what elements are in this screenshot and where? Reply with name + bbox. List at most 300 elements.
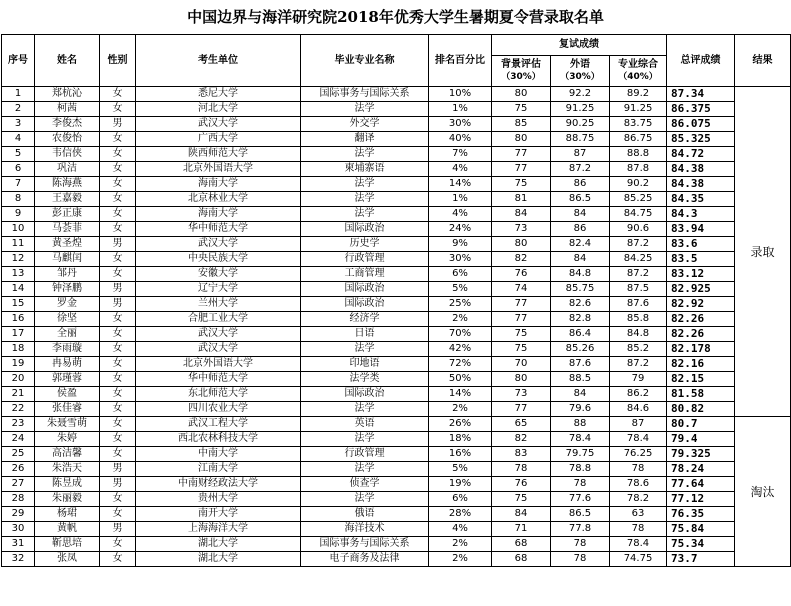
cell-major: 国际事务与国际关系: [301, 87, 429, 102]
cell-total: 83.12: [667, 267, 735, 282]
cell-rank: 18%: [429, 432, 492, 447]
cell-name: 冉易萌: [35, 357, 100, 372]
table-row: [2, 372, 791, 387]
cell-bg: 77: [492, 402, 551, 417]
cell-rank: 9%: [429, 237, 492, 252]
cell-total: 85.325: [667, 132, 735, 147]
cell-name: 朱婷: [35, 432, 100, 447]
cell-bg: 73: [492, 387, 551, 402]
cell-major: 法学: [301, 432, 429, 447]
header-en: [551, 56, 610, 87]
cell-gender: 男: [100, 462, 136, 477]
cell-bg: 75: [492, 342, 551, 357]
cell-name: 罗金: [35, 297, 100, 312]
cell-name: 杨珺: [35, 507, 100, 522]
cell-bg: 77: [492, 162, 551, 177]
cell-idx: 16: [2, 312, 35, 327]
cell-total: 86.075: [667, 117, 735, 132]
cell-total: 83.94: [667, 222, 735, 237]
cell-total: 80.82: [667, 402, 735, 417]
cell-major: 法学: [301, 102, 429, 117]
cell-school: 四川农业大学: [136, 402, 301, 417]
cell-rank: 4%: [429, 207, 492, 222]
cell-name: 彭正康: [35, 207, 100, 222]
cell-en: 79.6: [551, 402, 610, 417]
cell-en: 85.75: [551, 282, 610, 297]
cell-school: 武汉工程大学: [136, 417, 301, 432]
cell-rank: 10%: [429, 87, 492, 102]
cell-school: 辽宁大学: [136, 282, 301, 297]
cell-pro: 85.25: [610, 192, 667, 207]
cell-rank: 30%: [429, 252, 492, 267]
table-row: [2, 252, 791, 267]
cell-rank: 72%: [429, 357, 492, 372]
cell-name: 王嘉毅: [35, 192, 100, 207]
header-school: 考生单位: [136, 35, 301, 87]
cell-name: 马荟菲: [35, 222, 100, 237]
cell-school: 广西大学: [136, 132, 301, 147]
cell-idx: 23: [2, 417, 35, 432]
table-row: [2, 552, 791, 567]
cell-bg: 80: [492, 372, 551, 387]
cell-gender: 女: [100, 342, 136, 357]
cell-rank: 1%: [429, 192, 492, 207]
cell-school: 东北师范大学: [136, 387, 301, 402]
cell-name: 郭瑾蓉: [35, 372, 100, 387]
cell-rank: 70%: [429, 327, 492, 342]
table-row: [2, 387, 791, 402]
cell-total: 83.5: [667, 252, 735, 267]
cell-rank: 42%: [429, 342, 492, 357]
cell-major: 法学: [301, 147, 429, 162]
cell-gender: 女: [100, 162, 136, 177]
cell-en: 78: [551, 477, 610, 492]
cell-pro: 88.8: [610, 147, 667, 162]
cell-idx: 13: [2, 267, 35, 282]
cell-major: 电子商务及法律: [301, 552, 429, 567]
cell-major: 外交学: [301, 117, 429, 132]
cell-en: 86.5: [551, 507, 610, 522]
table-row: [2, 147, 791, 162]
cell-name: 李俊杰: [35, 117, 100, 132]
cell-rank: 26%: [429, 417, 492, 432]
cell-en: 77.6: [551, 492, 610, 507]
cell-en: 84: [551, 207, 610, 222]
cell-total: 73.7: [667, 552, 735, 567]
cell-en: 88.5: [551, 372, 610, 387]
cell-idx: 24: [2, 432, 35, 447]
cell-idx: 32: [2, 552, 35, 567]
cell-total: 76.35: [667, 507, 735, 522]
cell-gender: 女: [100, 417, 136, 432]
cell-pro: 87.8: [610, 162, 667, 177]
header-pro-weight: （40%）: [618, 72, 658, 82]
cell-idx: 4: [2, 132, 35, 147]
cell-rank: 2%: [429, 537, 492, 552]
cell-rank: 19%: [429, 477, 492, 492]
cell-en: 77.8: [551, 522, 610, 537]
cell-total: 77.64: [667, 477, 735, 492]
cell-major: 法学: [301, 492, 429, 507]
table-row: [2, 267, 791, 282]
cell-en: 90.25: [551, 117, 610, 132]
cell-school: 陕西师范大学: [136, 147, 301, 162]
header-bg-weight: （30%）: [501, 72, 541, 82]
cell-pro: 78: [610, 462, 667, 477]
cell-gender: 女: [100, 402, 136, 417]
cell-bg: 80: [492, 87, 551, 102]
cell-major: 英语: [301, 417, 429, 432]
cell-major: 历史学: [301, 237, 429, 252]
cell-total: 84.35: [667, 192, 735, 207]
cell-bg: 78: [492, 462, 551, 477]
result-admit: 录取: [735, 87, 791, 417]
cell-major: 俄语: [301, 507, 429, 522]
cell-school: 中南财经政法大学: [136, 477, 301, 492]
cell-en: 78: [551, 537, 610, 552]
cell-pro: 87: [610, 417, 667, 432]
cell-idx: 1: [2, 87, 35, 102]
cell-en: 79.75: [551, 447, 610, 462]
cell-en: 82.6: [551, 297, 610, 312]
cell-school: 安徽大学: [136, 267, 301, 282]
table-row: [2, 477, 791, 492]
cell-pro: 78.4: [610, 537, 667, 552]
cell-gender: 女: [100, 222, 136, 237]
cell-school: 北京林业大学: [136, 192, 301, 207]
cell-school: 河北大学: [136, 102, 301, 117]
cell-rank: 6%: [429, 267, 492, 282]
cell-idx: 25: [2, 447, 35, 462]
cell-major: 法学: [301, 402, 429, 417]
cell-school: 合肥工业大学: [136, 312, 301, 327]
cell-name: 农俊怡: [35, 132, 100, 147]
cell-pro: 78: [610, 522, 667, 537]
cell-pro: 76.25: [610, 447, 667, 462]
cell-name: 黄帆: [35, 522, 100, 537]
header-gender: 性别: [100, 35, 136, 87]
cell-idx: 2: [2, 102, 35, 117]
cell-rank: 2%: [429, 402, 492, 417]
cell-idx: 18: [2, 342, 35, 357]
cell-gender: 女: [100, 192, 136, 207]
cell-bg: 75: [492, 177, 551, 192]
cell-bg: 76: [492, 267, 551, 282]
cell-name: 钟泽鹏: [35, 282, 100, 297]
cell-bg: 70: [492, 357, 551, 372]
cell-name: 朱浩天: [35, 462, 100, 477]
cell-en: 78.4: [551, 432, 610, 447]
cell-idx: 6: [2, 162, 35, 177]
page-title: 中国边界与海洋研究院2018年优秀大学生暑期夏令营录取名单: [187, 8, 604, 26]
cell-en: 86: [551, 222, 610, 237]
cell-total: 82.92: [667, 297, 735, 312]
header-total: 总评成绩: [667, 35, 735, 87]
cell-gender: 女: [100, 447, 136, 462]
cell-total: 84.72: [667, 147, 735, 162]
cell-idx: 12: [2, 252, 35, 267]
header-idx: 序号: [2, 35, 35, 87]
table-row: [2, 237, 791, 252]
cell-bg: 82: [492, 252, 551, 267]
cell-rank: 1%: [429, 102, 492, 117]
cell-school: 北京外国语大学: [136, 357, 301, 372]
header-result: 结果: [735, 35, 791, 87]
cell-en: 87.2: [551, 162, 610, 177]
cell-rank: 4%: [429, 522, 492, 537]
cell-total: 82.26: [667, 312, 735, 327]
cell-school: 武汉大学: [136, 117, 301, 132]
cell-gender: 男: [100, 282, 136, 297]
cell-en: 82.8: [551, 312, 610, 327]
cell-rank: 5%: [429, 462, 492, 477]
cell-bg: 80: [492, 237, 551, 252]
cell-en: 78.8: [551, 462, 610, 477]
cell-pro: 87.2: [610, 267, 667, 282]
cell-gender: 男: [100, 117, 136, 132]
cell-idx: 17: [2, 327, 35, 342]
cell-major: 法学: [301, 342, 429, 357]
cell-name: 陈昱成: [35, 477, 100, 492]
cell-major: 法学: [301, 177, 429, 192]
cell-major: 法学: [301, 462, 429, 477]
cell-gender: 女: [100, 357, 136, 372]
cell-idx: 10: [2, 222, 35, 237]
cell-school: 华中师范大学: [136, 222, 301, 237]
table-row: [2, 222, 791, 237]
cell-gender: 女: [100, 252, 136, 267]
cell-total: 77.12: [667, 492, 735, 507]
table-row: [2, 132, 791, 147]
cell-school: 海南大学: [136, 177, 301, 192]
cell-total: 82.16: [667, 357, 735, 372]
cell-pro: 78.4: [610, 432, 667, 447]
cell-bg: 77: [492, 147, 551, 162]
cell-name: 郑杭沁: [35, 87, 100, 102]
cell-gender: 女: [100, 177, 136, 192]
cell-name: 张凤: [35, 552, 100, 567]
cell-bg: 82: [492, 432, 551, 447]
cell-rank: 50%: [429, 372, 492, 387]
cell-gender: 女: [100, 102, 136, 117]
table-row: [2, 462, 791, 477]
cell-name: 李雨璇: [35, 342, 100, 357]
cell-idx: 26: [2, 462, 35, 477]
cell-gender: 女: [100, 537, 136, 552]
cell-pro: 86.75: [610, 132, 667, 147]
cell-total: 87.34: [667, 87, 735, 102]
cell-pro: 84.25: [610, 252, 667, 267]
cell-pro: 87.5: [610, 282, 667, 297]
cell-major: 法学: [301, 192, 429, 207]
cell-idx: 27: [2, 477, 35, 492]
cell-rank: 24%: [429, 222, 492, 237]
cell-gender: 女: [100, 312, 136, 327]
cell-school: 中央民族大学: [136, 252, 301, 267]
cell-idx: 19: [2, 357, 35, 372]
cell-school: 湖北大学: [136, 537, 301, 552]
cell-major: 国际政治: [301, 297, 429, 312]
cell-total: 79.4: [667, 432, 735, 447]
header-retest: 复试成绩: [492, 35, 667, 56]
cell-gender: 女: [100, 327, 136, 342]
cell-name: 巩洁: [35, 162, 100, 177]
cell-en: 85.26: [551, 342, 610, 357]
cell-rank: 5%: [429, 282, 492, 297]
cell-pro: 87.6: [610, 297, 667, 312]
cell-school: 北京外国语大学: [136, 162, 301, 177]
cell-major: 侦查学: [301, 477, 429, 492]
cell-gender: 男: [100, 477, 136, 492]
cell-bg: 68: [492, 552, 551, 567]
cell-school: 贵州大学: [136, 492, 301, 507]
cell-bg: 75: [492, 327, 551, 342]
cell-bg: 84: [492, 207, 551, 222]
cell-pro: 83.75: [610, 117, 667, 132]
cell-idx: 15: [2, 297, 35, 312]
cell-major: 行政管理: [301, 447, 429, 462]
cell-en: 88.75: [551, 132, 610, 147]
cell-gender: 女: [100, 432, 136, 447]
cell-major: 工商管理: [301, 267, 429, 282]
cell-total: 78.24: [667, 462, 735, 477]
cell-pro: 90.6: [610, 222, 667, 237]
cell-total: 82.925: [667, 282, 735, 297]
cell-idx: 3: [2, 117, 35, 132]
cell-bg: 80: [492, 132, 551, 147]
table-row: [2, 522, 791, 537]
cell-gender: 女: [100, 207, 136, 222]
cell-en: 84: [551, 252, 610, 267]
cell-rank: 7%: [429, 147, 492, 162]
cell-en: 91.25: [551, 102, 610, 117]
cell-school: 武汉大学: [136, 327, 301, 342]
cell-gender: 女: [100, 492, 136, 507]
cell-rank: 16%: [429, 447, 492, 462]
header-major: 毕业专业名称: [301, 35, 429, 87]
cell-bg: 77: [492, 312, 551, 327]
cell-total: 79.325: [667, 447, 735, 462]
cell-pro: 84.6: [610, 402, 667, 417]
cell-gender: 女: [100, 372, 136, 387]
cell-total: 82.178: [667, 342, 735, 357]
cell-idx: 5: [2, 147, 35, 162]
cell-major: 国际事务与国际关系: [301, 537, 429, 552]
cell-major: 柬埔寨语: [301, 162, 429, 177]
cell-pro: 87.2: [610, 357, 667, 372]
cell-major: 海洋技术: [301, 522, 429, 537]
table-row: [2, 417, 791, 432]
header-pro: [610, 56, 667, 87]
cell-en: 86: [551, 177, 610, 192]
cell-bg: 83: [492, 447, 551, 462]
cell-major: 国际政治: [301, 387, 429, 402]
cell-pro: 63: [610, 507, 667, 522]
cell-en: 87.6: [551, 357, 610, 372]
cell-en: 92.2: [551, 87, 610, 102]
cell-en: 84: [551, 387, 610, 402]
cell-total: 84.3: [667, 207, 735, 222]
cell-pro: 84.8: [610, 327, 667, 342]
header-name: 姓名: [35, 35, 100, 87]
table-row: [2, 357, 791, 372]
cell-bg: 85: [492, 117, 551, 132]
cell-name: 朱丽毅: [35, 492, 100, 507]
cell-major: 法学: [301, 207, 429, 222]
cell-idx: 8: [2, 192, 35, 207]
cell-total: 84.38: [667, 162, 735, 177]
cell-pro: 85.8: [610, 312, 667, 327]
cell-total: 81.58: [667, 387, 735, 402]
cell-rank: 6%: [429, 492, 492, 507]
cell-name: 全丽: [35, 327, 100, 342]
cell-school: 兰州大学: [136, 297, 301, 312]
cell-rank: 40%: [429, 132, 492, 147]
cell-pro: 90.2: [610, 177, 667, 192]
cell-major: 经济学: [301, 312, 429, 327]
cell-name: 张佳睿: [35, 402, 100, 417]
cell-bg: 65: [492, 417, 551, 432]
cell-school: 江南大学: [136, 462, 301, 477]
cell-idx: 20: [2, 372, 35, 387]
cell-idx: 21: [2, 387, 35, 402]
cell-rank: 4%: [429, 162, 492, 177]
cell-rank: 2%: [429, 312, 492, 327]
cell-name: 侯盈: [35, 387, 100, 402]
cell-pro: 87.2: [610, 237, 667, 252]
cell-idx: 9: [2, 207, 35, 222]
cell-en: 78: [551, 552, 610, 567]
table-row: [2, 102, 791, 117]
cell-school: 悉尼大学: [136, 87, 301, 102]
cell-rank: 28%: [429, 507, 492, 522]
table-body: [2, 87, 791, 567]
cell-bg: 84: [492, 507, 551, 522]
result-eliminate: 淘汰: [735, 417, 791, 567]
header-pro-label: 专业综合: [618, 59, 659, 70]
cell-name: 马麒闰: [35, 252, 100, 267]
table-row: [2, 117, 791, 132]
cell-bg: 75: [492, 102, 551, 117]
table-row: [2, 327, 791, 342]
cell-gender: 女: [100, 552, 136, 567]
cell-bg: 75: [492, 492, 551, 507]
cell-name: 高洁馨: [35, 447, 100, 462]
header-bg: [492, 56, 551, 87]
cell-total: 75.84: [667, 522, 735, 537]
header-en-label: 外语: [570, 59, 590, 70]
cell-gender: 女: [100, 87, 136, 102]
cell-total: 84.38: [667, 177, 735, 192]
cell-major: 国际政治: [301, 282, 429, 297]
cell-idx: 22: [2, 402, 35, 417]
cell-total: 83.6: [667, 237, 735, 252]
cell-school: 武汉大学: [136, 342, 301, 357]
table-row: [2, 87, 791, 102]
cell-school: 华中师范大学: [136, 372, 301, 387]
cell-major: 日语: [301, 327, 429, 342]
cell-school: 西北农林科技大学: [136, 432, 301, 447]
cell-school: 海南大学: [136, 207, 301, 222]
cell-idx: 29: [2, 507, 35, 522]
cell-rank: 14%: [429, 387, 492, 402]
table-row: [2, 402, 791, 417]
cell-pro: 78.6: [610, 477, 667, 492]
cell-gender: 女: [100, 132, 136, 147]
header-en-weight: （30%）: [560, 72, 600, 82]
table-row: [2, 297, 791, 312]
cell-bg: 81: [492, 192, 551, 207]
